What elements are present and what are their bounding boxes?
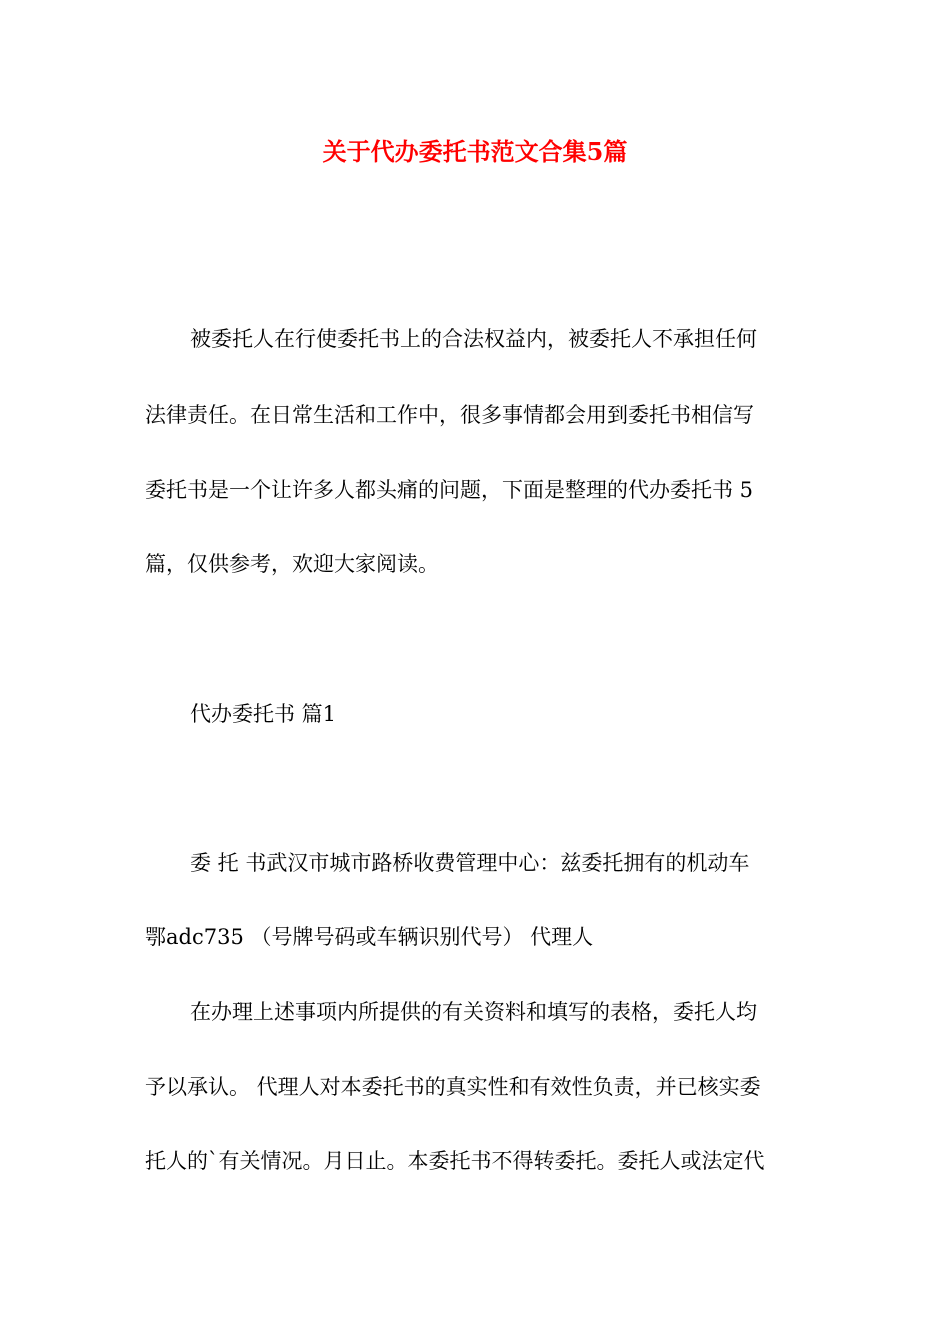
body-line-2: 鄂adc735 （号牌号码或车辆识别代号） 代理人 xyxy=(145,925,594,949)
intro-line-2: 法律责任。在日常生活和工作中，很多事情都会用到委托书相信写 xyxy=(145,403,754,427)
intro-line-3: 委托书是一个让许多人都头痛的问题，下面是整理的代办委托书 5 xyxy=(145,478,754,502)
intro-line-4: 篇，仅供参考，欢迎大家阅读。 xyxy=(145,552,439,576)
body-line-5: 托人的`有关情况。月日止。本委托书不得转委托。委托人或法定代 xyxy=(145,1149,765,1173)
document-title: 关于代办委托书范文合集5篇 xyxy=(322,137,628,166)
body-line-1: 委 托 书武汉市城市路桥收费管理中心：兹委托拥有的机动车 xyxy=(190,851,750,875)
section-heading: 代办委托书 篇1 xyxy=(190,702,337,726)
body-line-3: 在办理上述事项内所提供的有关资料和填写的表格，委托人均 xyxy=(190,1000,757,1024)
intro-line-1: 被委托人在行使委托书上的合法权益内，被委托人不承担任何 xyxy=(190,327,757,351)
body-line-4: 予以承认。 代理人对本委托书的真实性和有效性负责，并已核实委 xyxy=(145,1075,761,1099)
